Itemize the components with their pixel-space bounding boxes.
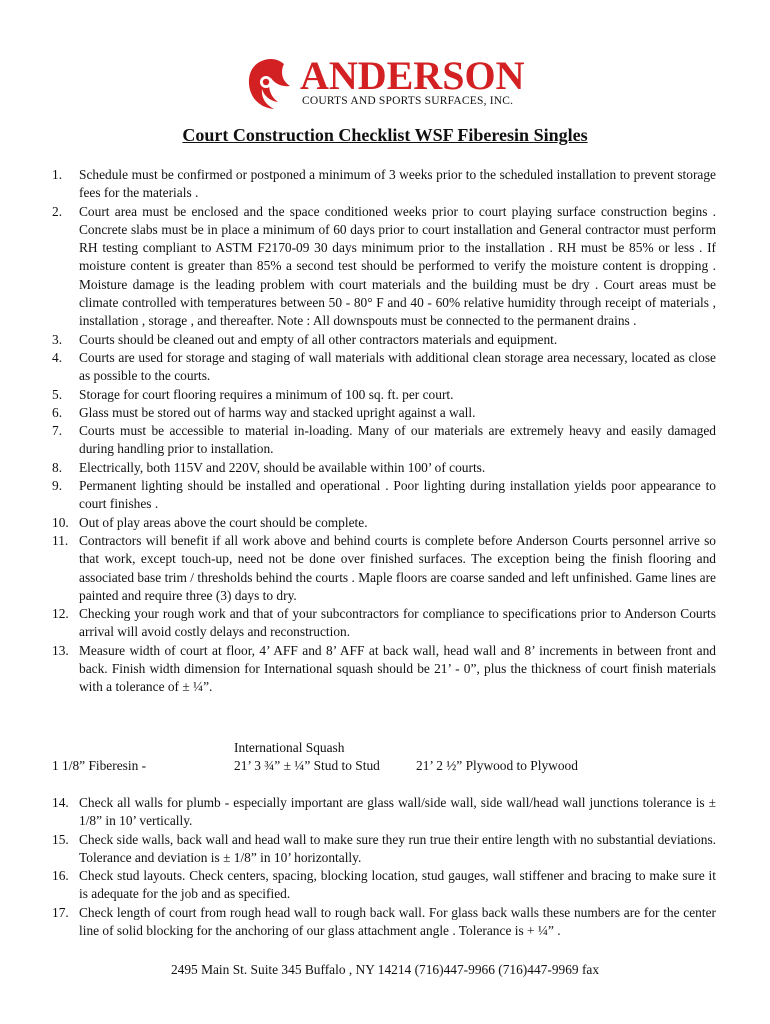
checklist-item-17 — [52, 904, 716, 941]
item-number: 11. — [52, 532, 69, 548]
dimension-table-header: International Squash — [234, 740, 345, 755]
item-text: Check side walls, back wall and head wall to make sure they run true their entire length with no substantial deviations. Tolerance and deviation is ± 1/8” in 10’ horizontally. — [79, 831, 716, 865]
item-number: 8. — [52, 459, 63, 475]
item-text: Checking your rough work and that of your subcontractors for compliance to specifications prior to Anderson Courts arrival will avoid costly delays and reconstruction. — [79, 606, 716, 640]
item-number: 3. — [52, 331, 63, 347]
logo-subtitle: COURTS AND SPORTS SURFACES, INC. — [302, 95, 514, 107]
item-text: Check length of court from rough head wall to rough back wall. For glass back walls these numbers are for the center line of solid blocking for the anchoring of our glass attachment angle . Tolerance is + ¼” . — [79, 904, 716, 939]
item-number: 14. — [52, 795, 69, 810]
checklist-item-9 — [52, 477, 716, 514]
item-text: Court area must be enclosed and the space conditioned weeks prior to court playing surface construction begins . Concrete slabs must be in place a minimum of 60 days prior to court installation and General contractor must perform RH testing compliant to ASTM F2170-09 30 days minimum prior to the installation . RH must be 85% or less . If moisture content is greater than 85% a second test should be performed to verify the moisture content is dropping . Moisture damage is the leading problem with court materials and the building must be dry . Court areas must be climate controlled with temperatures between 50 - 80° F and 40 - 60% relative humidity through receipt of materials , installation , storage , and thereafter. Note : All downspouts must be connected to the permanent drains . — [79, 203, 716, 329]
page-title — [0, 124, 770, 146]
checklist-item-2 — [52, 203, 716, 331]
item-text: Out of play areas above the court should be complete. — [79, 514, 368, 530]
item-text: Courts should be cleaned out and empty of all other contractors materials and equipment. — [79, 331, 558, 347]
checklist-item-5 — [52, 386, 716, 404]
item-number: 1. — [52, 167, 63, 182]
dimension-row-label: 1 1/8” Fiberesin - — [52, 758, 147, 773]
item-number: 16. — [52, 868, 69, 884]
checklist-item-16 — [52, 867, 716, 904]
footer-address: 2495 Main St. Suite 345 Buffalo , NY 14214 (716)447-9966 (716)447-9969 fax — [170, 962, 600, 977]
item-number: 5. — [52, 386, 63, 402]
checklist-item-8 — [52, 459, 716, 477]
item-text: Measure width of court at floor, 4’ AFF and 8’ AFF at back wall, head wall and 8’ increments in between front and back. Finish width dimension for International squash should be 21’ - 0”, plus the thickness of court finish materials with a tolerance of ± ¼”. — [79, 642, 716, 695]
logo-wordmark: ANDERSON — [300, 53, 525, 98]
checklist — [52, 166, 716, 697]
item-number: 4. — [52, 349, 63, 365]
checklist-item-7 — [52, 422, 716, 459]
checklist-item-15 — [52, 831, 716, 868]
item-number: 17. — [52, 904, 69, 920]
checklist-item-10 — [52, 514, 716, 532]
item-number: 12. — [52, 606, 69, 622]
item-text: Glass must be stored out of harms way and stacked upright against a wall. — [79, 404, 476, 420]
item-number: 2. — [52, 203, 63, 219]
anderson-logo-mark — [246, 56, 296, 112]
checklist-item-4 — [52, 349, 716, 386]
item-number: 7. — [52, 423, 63, 439]
item-number: 15. — [52, 831, 69, 847]
item-text: Check stud layouts. Check centers, spacing, blocking location, stud gauges, wall stiffener and bracing to make sure it is adequate for the job and as specified. — [79, 868, 716, 902]
dimension-stud-value: 21’ 3 ¾” ± ¼” Stud to Stud — [234, 758, 380, 773]
checklist-item-11 — [52, 532, 716, 605]
item-text: Courts must be accessible to material in-loading. Many of our materials are extremely heavy and easily damaged during handling prior to installation. — [79, 423, 716, 457]
item-number: 10. — [52, 514, 69, 530]
checklist-item-1 — [52, 166, 716, 203]
item-text: Schedule must be confirmed or postponed a minimum of 3 weeks prior to the scheduled installation to prevent storage fees for the materials . — [79, 167, 716, 201]
item-text: Check all walls for plumb - especially important are glass wall/side wall, side wall/head wall junctions tolerance is ± 1/8” in 10’ vertically. — [79, 795, 716, 829]
item-number: 13. — [52, 642, 69, 658]
item-number: 9. — [52, 478, 63, 494]
checklist-continued — [52, 794, 716, 940]
page-title-text: Court Construction Checklist WSF Fiberesin Singles — [182, 125, 588, 145]
checklist-item-14 — [52, 794, 716, 831]
item-number: 6. — [52, 404, 63, 420]
item-text: Storage for court flooring requires a minimum of 100 sq. ft. per court. — [79, 386, 454, 402]
company-logo — [246, 53, 525, 112]
item-text: Electrically, both 115V and 220V, should be available within 100’ of courts. — [79, 459, 486, 475]
dimension-plywood-value: 21’ 2 ½” Plywood to Plywood — [416, 758, 578, 773]
checklist-item-3 — [52, 331, 716, 349]
checklist-item-6 — [52, 404, 716, 422]
item-text: Permanent lighting should be installed and operational . Poor lighting during installation yields poor appearance to court finishes . — [79, 478, 716, 512]
checklist-item-12 — [52, 605, 716, 642]
checklist-item-13 — [52, 642, 716, 697]
item-text: Courts are used for storage and staging of wall materials with additional clean storage area necessary, located as close as possible to the courts. — [79, 349, 716, 384]
item-text: Contractors will benefit if all work above and behind courts is complete before Anderson Courts personnel arrive so that work, except touch-up, need not be done over finished surfaces. The exception being the finish flooring and associated base trim / thresholds behind the courts . Maple floors are coarse sanded and left unfinished. Game lines are painted and require three (3) days to dry. — [79, 532, 716, 603]
